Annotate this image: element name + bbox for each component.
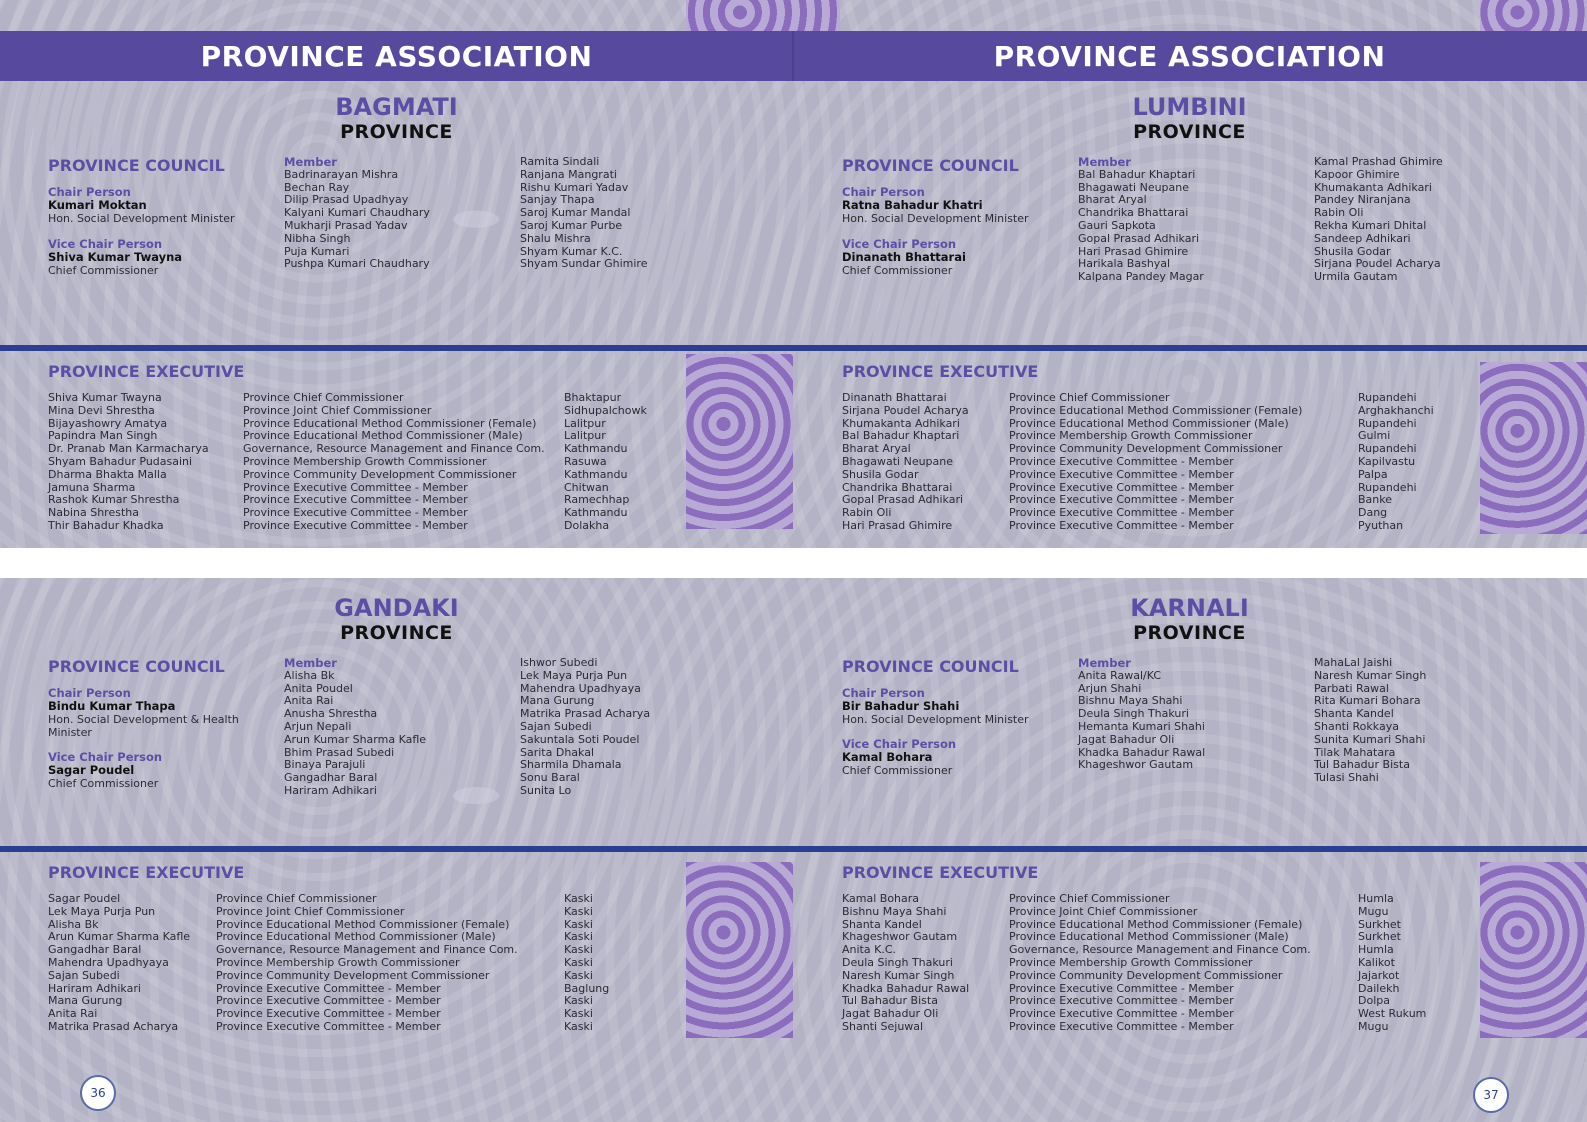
member-item: Kalyani Kumari Chaudhary <box>284 206 430 220</box>
exec-name: Mana Gurung <box>48 994 123 1008</box>
exec-role: Province Educational Method Commissioner (Female) <box>243 416 537 430</box>
member-item: Sonu Baral <box>520 771 580 785</box>
exec-role: Province Executive Committee - Member <box>1009 1007 1234 1021</box>
member-label: Member <box>284 656 337 670</box>
exec-place: Pyuthan <box>1358 518 1404 532</box>
exec-role: Province Community Development Commissioner <box>216 968 490 982</box>
executive-places <box>564 893 609 1034</box>
member-item: Kamal Prashad Ghimire <box>1314 155 1443 168</box>
council-title: PROVINCE COUNCIL <box>48 657 225 676</box>
member-item: Nibha Singh <box>284 231 351 245</box>
vice-chair-name: Dinanath Bhattarai <box>842 250 966 264</box>
executive-roles <box>1009 392 1302 533</box>
exec-place: Rupandehi <box>1358 442 1417 456</box>
member-item: Urmila Gautam <box>1314 270 1398 284</box>
exec-place: Lalitpur <box>564 416 606 430</box>
decorative-pattern <box>686 0 840 31</box>
vice-chair-title: Chief Commissioner <box>842 264 953 277</box>
exec-place: Dang <box>1358 506 1388 520</box>
member-item: Dilip Prasad Upadhyay <box>284 193 409 207</box>
exec-role: Province Membership Growth Commissioner <box>243 454 487 468</box>
exec-role: Governance, Resource Management and Finance Com. <box>216 943 518 957</box>
exec-place: Sidhupalchowk <box>564 403 647 417</box>
exec-role: Province Executive Committee - Member <box>1009 981 1234 995</box>
council-title: PROVINCE COUNCIL <box>842 156 1019 175</box>
member-item: Gauri Sapkota <box>1078 218 1156 232</box>
exec-name: Rashok Kumar Shrestha <box>48 493 180 507</box>
exec-name: Nabina Shrestha <box>48 506 139 520</box>
exec-place: Gulmi <box>1358 429 1391 443</box>
vice-chair-title: Chief Commissioner <box>48 264 159 277</box>
member-item: Arjun Shahi <box>1078 681 1142 695</box>
member-item: Rekha Kumari Dhital <box>1314 218 1427 232</box>
vice-chair-label: Vice Chair Person <box>48 237 163 251</box>
exec-role: Province Executive Committee - Member <box>216 1007 441 1021</box>
member-item: Sharmila Dhamala <box>520 758 622 772</box>
vice-chair-name: Shiva Kumar Twayna <box>48 250 183 264</box>
member-item: Jagat Bahadur Oli <box>1078 732 1175 746</box>
members-column <box>1078 156 1204 284</box>
exec-place: Baglung <box>564 981 610 995</box>
exec-role: Province Educational Method Commissioner (Male) <box>1009 930 1289 944</box>
exec-place: Rupandehi <box>1358 391 1417 404</box>
vice-chair-name: Kamal Bohara <box>842 750 933 764</box>
exec-role: Province Chief Commissioner <box>1009 391 1170 404</box>
member-item: Ranjana Mangrati <box>520 167 617 181</box>
decorative-pattern <box>686 862 793 1038</box>
exec-role: Province Executive Committee - Member <box>216 1019 441 1033</box>
exec-place: Surkhet <box>1358 917 1401 931</box>
exec-role: Province Executive Committee - Member <box>1009 454 1234 468</box>
chair-title: Hon. Social Development Minister <box>48 212 235 225</box>
member-item: Mahendra Upadhyaya <box>520 681 641 695</box>
member-item: Rabin Oli <box>1314 206 1364 220</box>
exec-name: Naresh Kumar Singh <box>842 968 955 982</box>
exec-place: Rupandehi <box>1358 480 1417 494</box>
exec-name: Matrika Prasad Acharya <box>48 1019 179 1033</box>
member-item: Hariram Adhikari <box>284 783 377 797</box>
member-item: Shusila Godar <box>1314 244 1391 258</box>
exec-role: Province Chief Commissioner <box>216 892 377 905</box>
member-item: Harikala Bashyal <box>1078 257 1171 271</box>
exec-role: Province Executive Committee - Member <box>1009 467 1234 481</box>
exec-name: Arun Kumar Sharma Kafle <box>48 930 191 944</box>
exec-role: Province Educational Method Commissioner (Male) <box>1009 416 1289 430</box>
executive-roles <box>216 893 518 1034</box>
exec-name: Bhagawati Neupane <box>842 454 954 468</box>
member-item: Tul Bahadur Bista <box>1314 758 1410 772</box>
member-label: Member <box>1078 155 1131 169</box>
chair-label: Chair Person <box>842 686 925 700</box>
exec-role: Province Chief Commissioner <box>243 391 404 404</box>
exec-name: Khageshwor Gautam <box>842 930 958 944</box>
exec-role: Province Executive Committee - Member <box>1009 493 1234 507</box>
exec-place: Kapilvastu <box>1358 454 1416 468</box>
members-column <box>1314 156 1443 284</box>
exec-role: Province Executive Committee - Member <box>1009 480 1234 494</box>
member-item: Anita Poudel <box>284 681 353 695</box>
executive-roles <box>243 392 545 533</box>
exec-place: Kaski <box>564 917 593 931</box>
member-item: MahaLal Jaishi <box>1314 656 1393 669</box>
member-item: Hari Prasad Ghimire <box>1078 244 1189 258</box>
member-item: Pandey Niranjana <box>1314 193 1411 207</box>
exec-place: Dolpa <box>1358 994 1390 1008</box>
exec-place: Palpa <box>1358 467 1388 481</box>
chair-title: Hon. Social Development Minister <box>842 713 1029 726</box>
province-subtitle: PROVINCE <box>340 622 453 644</box>
executive-title: PROVINCE EXECUTIVE <box>48 863 245 882</box>
decorative-pattern <box>686 354 793 529</box>
province-subtitle: PROVINCE <box>1133 121 1246 143</box>
chair-label: Chair Person <box>842 185 925 199</box>
exec-name: Kamal Bohara <box>842 892 920 905</box>
member-item: Binaya Parajuli <box>284 758 366 772</box>
exec-place: Rupandehi <box>1358 416 1417 430</box>
members-column <box>284 657 426 798</box>
member-item: Tilak Mahatara <box>1314 745 1396 759</box>
exec-place: Arghakhanchi <box>1358 403 1434 417</box>
exec-role: Province Executive Committee - Member <box>243 480 468 494</box>
executive-names <box>48 392 209 533</box>
section-rule <box>0 345 1587 351</box>
member-item: Bishnu Maya Shahi <box>1078 694 1183 708</box>
exec-name: Alisha Bk <box>48 917 99 931</box>
exec-name: Gopal Prasad Adhikari <box>842 493 964 507</box>
members-column <box>1078 657 1205 772</box>
exec-role: Province Educational Method Commissioner (Female) <box>216 917 510 931</box>
member-item: Shyam Kumar K.C. <box>520 244 623 258</box>
exec-role: Province Community Development Commissioner <box>243 467 517 481</box>
member-item: Shyam Sundar Ghimire <box>520 257 648 271</box>
exec-name: Shyam Bahadur Pudasaini <box>48 454 193 468</box>
member-item: Sajan Subedi <box>520 719 592 733</box>
chair-label: Chair Person <box>48 686 131 700</box>
member-label: Member <box>1078 656 1131 670</box>
member-item: Shalu Mishra <box>520 231 591 245</box>
vice-chair-name: Sagar Poudel <box>48 763 135 777</box>
member-item: Rita Kumari Bohara <box>1314 694 1421 708</box>
member-item: Bal Bahadur Khaptari <box>1078 167 1196 181</box>
member-label: Member <box>284 155 337 169</box>
member-item: Hemanta Kumari Shahi <box>1078 719 1205 733</box>
chair-title: Hon. Social Development Minister <box>842 212 1029 225</box>
member-item: Mana Gurung <box>520 694 595 708</box>
executive-places <box>564 392 647 533</box>
exec-role: Province Executive Committee - Member <box>1009 518 1234 532</box>
exec-place: Kaski <box>564 943 593 957</box>
exec-place: Lalitpur <box>564 429 606 443</box>
member-item: Gangadhar Baral <box>284 771 378 785</box>
exec-name: Chandrika Bhattarai <box>842 480 953 494</box>
decorative-pattern <box>1480 0 1587 31</box>
vice-chair-label: Vice Chair Person <box>842 237 957 251</box>
chair-title: Hon. Social Development & Health Minister <box>48 713 239 739</box>
exec-name: Bal Bahadur Khaptari <box>842 429 960 443</box>
vice-chair-title: Chief Commissioner <box>48 777 159 790</box>
exec-name: Hari Prasad Ghimire <box>842 518 953 532</box>
member-item: Khageshwor Gautam <box>1078 758 1194 772</box>
exec-place: Dailekh <box>1358 981 1400 995</box>
exec-role: Province Educational Method Commissioner (Female) <box>1009 403 1303 417</box>
exec-name: Sirjana Poudel Acharya <box>842 403 969 417</box>
exec-place: Humla <box>1358 892 1394 905</box>
council-title: PROVINCE COUNCIL <box>842 657 1019 676</box>
member-item: Khumakanta Adhikari <box>1314 180 1432 194</box>
exec-name: Jamuna Sharma <box>48 480 136 494</box>
exec-role: Province Joint Chief Commissioner <box>1009 904 1198 918</box>
members-column <box>1314 657 1426 785</box>
exec-name: Thir Bahadur Khadka <box>48 518 164 532</box>
exec-role: Province Executive Committee - Member <box>243 518 468 532</box>
exec-role: Governance, Resource Management and Finance Com. <box>1009 943 1311 957</box>
exec-role: Province Executive Committee - Member <box>243 506 468 520</box>
executive-places <box>1358 893 1426 1034</box>
exec-role: Province Joint Chief Commissioner <box>216 904 405 918</box>
member-item: Lek Maya Purja Pun <box>520 668 628 682</box>
exec-role: Province Community Development Commissioner <box>1009 968 1283 982</box>
exec-name: Sajan Subedi <box>48 968 120 982</box>
council-title: PROVINCE COUNCIL <box>48 156 225 175</box>
exec-name: Bijayashowry Amatya <box>48 416 168 430</box>
exec-name: Dr. Pranab Man Karmacharya <box>48 442 209 456</box>
member-item: Arun Kumar Sharma Kafle <box>284 732 427 746</box>
exec-place: Kaski <box>564 1019 593 1033</box>
page-number-left: 36 <box>80 1075 116 1111</box>
exec-name: Tul Bahadur Bista <box>842 994 938 1008</box>
member-item: Sunita Kumari Shahi <box>1314 732 1426 746</box>
exec-role: Province Executive Committee - Member <box>216 994 441 1008</box>
exec-place: Kathmandu <box>564 467 628 481</box>
exec-name: Deula Singh Thakuri <box>842 955 953 969</box>
exec-place: Kaski <box>564 968 593 982</box>
member-item: Arjun Nepali <box>284 719 352 733</box>
member-item: Bhim Prasad Subedi <box>284 745 395 759</box>
exec-name: Lek Maya Purja Pun <box>48 904 156 918</box>
member-item: Alisha Bk <box>284 668 335 682</box>
exec-role: Province Educational Method Commissioner (Female) <box>1009 917 1303 931</box>
exec-role: Province Executive Committee - Member <box>1009 1019 1234 1033</box>
province-name: BAGMATI <box>335 93 458 121</box>
executive-roles <box>1009 893 1311 1034</box>
chair-name: Kumari Moktan <box>48 198 147 212</box>
exec-place: Kaski <box>564 1007 593 1021</box>
exec-role: Province Membership Growth Commissioner <box>1009 955 1253 969</box>
executive-title: PROVINCE EXECUTIVE <box>842 863 1039 882</box>
chair-name: Ratna Bahadur Khatri <box>842 198 983 212</box>
exec-place: Kathmandu <box>564 506 628 520</box>
member-item: Ramita Sindali <box>520 155 600 168</box>
member-item: Bhagawati Neupane <box>1078 180 1190 194</box>
member-item: Ishwor Subedi <box>520 656 598 669</box>
exec-place: Jajarkot <box>1358 968 1400 982</box>
member-item: Anusha Shrestha <box>284 707 378 721</box>
province-subtitle: PROVINCE <box>1133 622 1246 644</box>
exec-place: Ramechhap <box>564 493 630 507</box>
executive-names <box>48 893 190 1034</box>
members-column <box>520 657 650 798</box>
exec-place: Kaski <box>564 955 593 969</box>
exec-place: Dolakha <box>564 518 610 532</box>
exec-name: Shanta Kandel <box>842 917 922 931</box>
member-item: Bechan Ray <box>284 180 350 194</box>
exec-place: Mugu <box>1358 1019 1389 1033</box>
member-item: Puja Kumari <box>284 244 350 258</box>
member-item: Sakuntala Soti Poudel <box>520 732 640 746</box>
province-subtitle: PROVINCE <box>340 121 453 143</box>
member-item: Anita Rai <box>284 694 334 708</box>
exec-name: Papindra Man Singh <box>48 429 158 443</box>
vice-chair-title: Chief Commissioner <box>842 764 953 777</box>
exec-role: Province Executive Committee - Member <box>216 981 441 995</box>
vice-chair-label: Vice Chair Person <box>48 750 163 764</box>
exec-role: Province Chief Commissioner <box>1009 892 1170 905</box>
exec-name: Khumakanta Adhikari <box>842 416 960 430</box>
exec-name: Khadka Bahadur Rawal <box>842 981 970 995</box>
exec-role: Province Membership Growth Commissioner <box>1009 429 1253 443</box>
exec-name: Anita Rai <box>48 1007 98 1021</box>
member-item: Shanta Kandel <box>1314 707 1394 721</box>
exec-place: Kaski <box>564 994 593 1008</box>
chair-name: Bir Bahadur Shahi <box>842 699 960 713</box>
exec-place: Kalikot <box>1358 955 1395 969</box>
exec-place: Kathmandu <box>564 442 628 456</box>
exec-role: Province Joint Chief Commissioner <box>243 403 432 417</box>
exec-name: Anita K.C. <box>842 943 896 957</box>
executive-title: PROVINCE EXECUTIVE <box>842 362 1039 381</box>
exec-place: Bhaktapur <box>564 391 622 404</box>
member-item: Saroj Kumar Mandal <box>520 206 631 220</box>
province-name: KARNALI <box>1130 594 1249 622</box>
member-item: Sunita Lo <box>520 783 572 797</box>
member-item: Sirjana Poudel Acharya <box>1314 257 1441 271</box>
section-rule <box>0 846 1587 852</box>
member-item: Deula Singh Thakuri <box>1078 707 1189 721</box>
exec-name: Bishnu Maya Shahi <box>842 904 947 918</box>
member-item: Sandeep Adhikari <box>1314 231 1411 245</box>
exec-name: Shanti Sejuwal <box>842 1019 924 1033</box>
executive-places <box>1358 392 1434 533</box>
decorative-pattern <box>1480 862 1587 1038</box>
exec-place: Chitwan <box>564 480 609 494</box>
member-item: Parbati Rawal <box>1314 681 1389 695</box>
exec-name: Bharat Aryal <box>842 442 911 456</box>
exec-role: Governance, Resource Management and Finance Com. <box>243 442 545 456</box>
member-item: Khadka Bahadur Rawal <box>1078 745 1206 759</box>
member-item: Pushpa Kumari Chaudhary <box>284 257 430 271</box>
member-item: Chandrika Bhattarai <box>1078 206 1189 220</box>
member-item: Kalpana Pandey Magar <box>1078 270 1204 284</box>
member-item: Bharat Aryal <box>1078 193 1147 207</box>
executive-title: PROVINCE EXECUTIVE <box>48 362 245 381</box>
exec-role: Province Community Development Commissioner <box>1009 442 1283 456</box>
member-item: Sarita Dhakal <box>520 745 595 759</box>
exec-name: Jagat Bahadur Oli <box>842 1007 939 1021</box>
executive-names <box>842 893 969 1034</box>
province-name: LUMBINI <box>1132 93 1247 121</box>
page-number-right: 37 <box>1473 1077 1509 1113</box>
exec-place: Surkhet <box>1358 930 1401 944</box>
exec-name: Shiva Kumar Twayna <box>48 391 162 404</box>
member-item: Tulasi Shahi <box>1314 771 1379 785</box>
member-item: Matrika Prasad Acharya <box>520 707 651 721</box>
exec-name: Shusila Godar <box>842 467 919 481</box>
decorative-pattern <box>1480 362 1587 534</box>
exec-role: Province Educational Method Commissioner (Male) <box>216 930 496 944</box>
exec-name: Gangadhar Baral <box>48 943 142 957</box>
member-item: Naresh Kumar Singh <box>1314 668 1427 682</box>
members-column <box>520 156 647 271</box>
exec-role: Province Membership Growth Commissioner <box>216 955 460 969</box>
member-item: Sanjay Thapa <box>520 193 595 207</box>
exec-name: Dharma Bhakta Malla <box>48 467 167 481</box>
chair-name: Bindu Kumar Thapa <box>48 699 176 713</box>
exec-place: Kaski <box>564 892 593 905</box>
member-item: Saroj Kumar Purbe <box>520 218 623 232</box>
exec-name: Sagar Poudel <box>48 892 121 905</box>
exec-place: Mugu <box>1358 904 1389 918</box>
exec-name: Hariram Adhikari <box>48 981 141 995</box>
member-item: Kapoor Ghimire <box>1314 167 1400 181</box>
exec-name: Rabin Oli <box>842 506 892 520</box>
member-item: Rishu Kumari Yadav <box>520 180 629 194</box>
province-name: GANDAKI <box>334 594 459 622</box>
exec-place: Humla <box>1358 943 1394 957</box>
exec-role: Province Educational Method Commissioner (Male) <box>243 429 523 443</box>
exec-name: Mina Devi Shrestha <box>48 403 155 417</box>
exec-role: Province Executive Committee - Member <box>1009 506 1234 520</box>
exec-place: Kaski <box>564 930 593 944</box>
exec-place: Kaski <box>564 904 593 918</box>
member-item: Badrinarayan Mishra <box>284 167 399 181</box>
exec-role: Province Executive Committee - Member <box>1009 994 1234 1008</box>
exec-name: Dinanath Bhattarai <box>842 391 947 404</box>
exec-place: Banke <box>1358 493 1393 507</box>
chair-label: Chair Person <box>48 185 131 199</box>
members-column <box>284 156 430 271</box>
exec-role: Province Executive Committee - Member <box>243 493 468 507</box>
executive-names <box>842 392 969 533</box>
member-item: Gopal Prasad Adhikari <box>1078 231 1200 245</box>
member-item: Mukharji Prasad Yadav <box>284 218 408 232</box>
exec-name: Mahendra Upadhyaya <box>48 955 169 969</box>
member-item: Shanti Rokkaya <box>1314 719 1399 733</box>
right-page-title: PROVINCE ASSOCIATION <box>993 40 1386 73</box>
member-item: Anita Rawal/KC <box>1078 668 1162 682</box>
exec-place: West Rukum <box>1358 1007 1427 1021</box>
exec-place: Rasuwa <box>564 454 607 468</box>
left-page-title: PROVINCE ASSOCIATION <box>200 40 593 73</box>
vice-chair-label: Vice Chair Person <box>842 737 957 751</box>
